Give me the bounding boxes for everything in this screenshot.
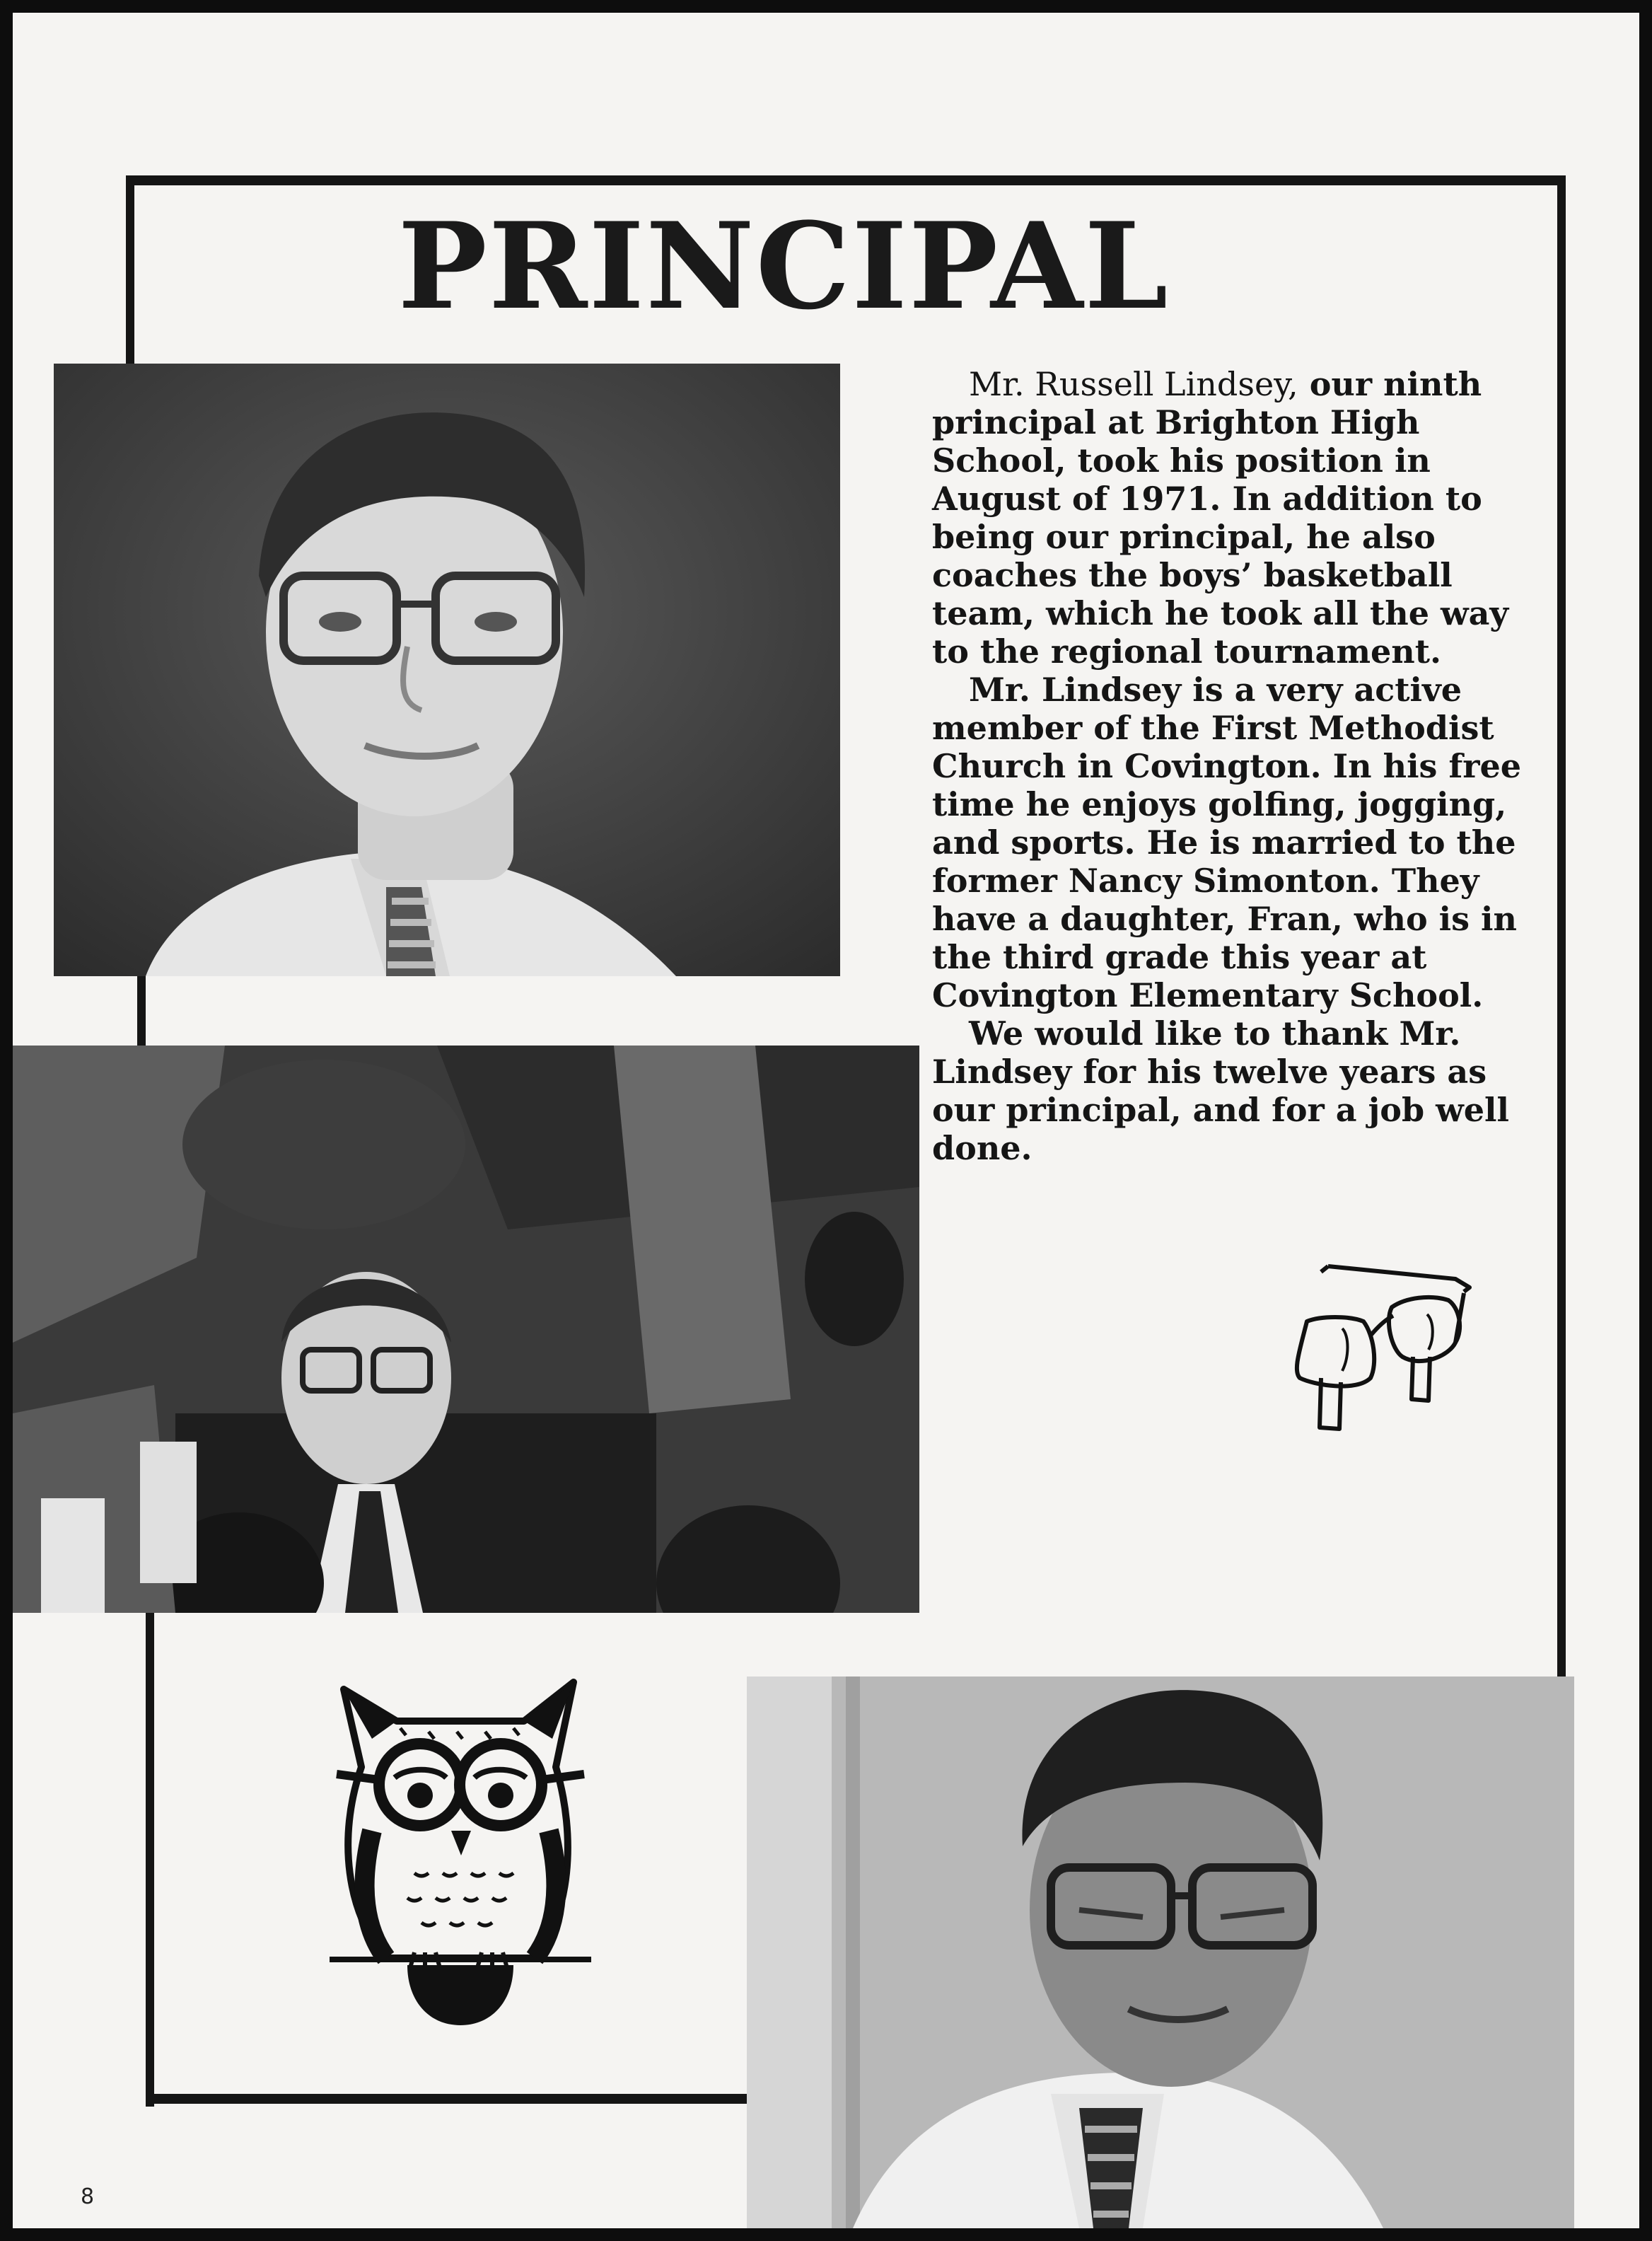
frame-bottom-rule <box>146 2094 761 2104</box>
article-paragraph-text: our ninth principal at Brighton High School, took his position in August of 1971. In addition to being our principal, he also coaches the boys’ basketball team, which he took all the way to the regional tournament. <box>932 365 1509 671</box>
eyeglasses-icon <box>1279 1251 1477 1442</box>
owl-icon <box>330 1661 591 2029</box>
frame-left-rule <box>126 175 134 366</box>
basketball-huddle-photo <box>13 1046 919 1613</box>
page-title: PRINCIPAL <box>397 196 1170 336</box>
article-lead-name: Mr. Russell Lindsey, <box>969 365 1298 403</box>
article-paragraph <box>932 365 1526 671</box>
page-number: 8 <box>81 2184 95 2209</box>
article-paragraph: We would like to thank Mr. Lindsey for his twelve years as our principal, and for a job well done. <box>932 1014 1509 1167</box>
yearbook-page <box>13 13 1639 2228</box>
frame-top-rule <box>126 175 1566 185</box>
principal-portrait-photo <box>54 364 840 976</box>
principal-desk-photo <box>747 1677 1574 2228</box>
article-paragraph: Mr. Lindsey is a very active member of the First Methodist Church in Covington. In his free time he enjoys golfing, jogging, and sports. He is married to the former Nancy Simonton. They have a daughter, Fran, who is in the third grade this year at Covington Elementary School. <box>932 671 1522 1014</box>
frame-right-rule <box>1557 175 1566 1682</box>
principal-article <box>932 365 1526 1167</box>
frame-left-rule <box>146 1611 154 2107</box>
